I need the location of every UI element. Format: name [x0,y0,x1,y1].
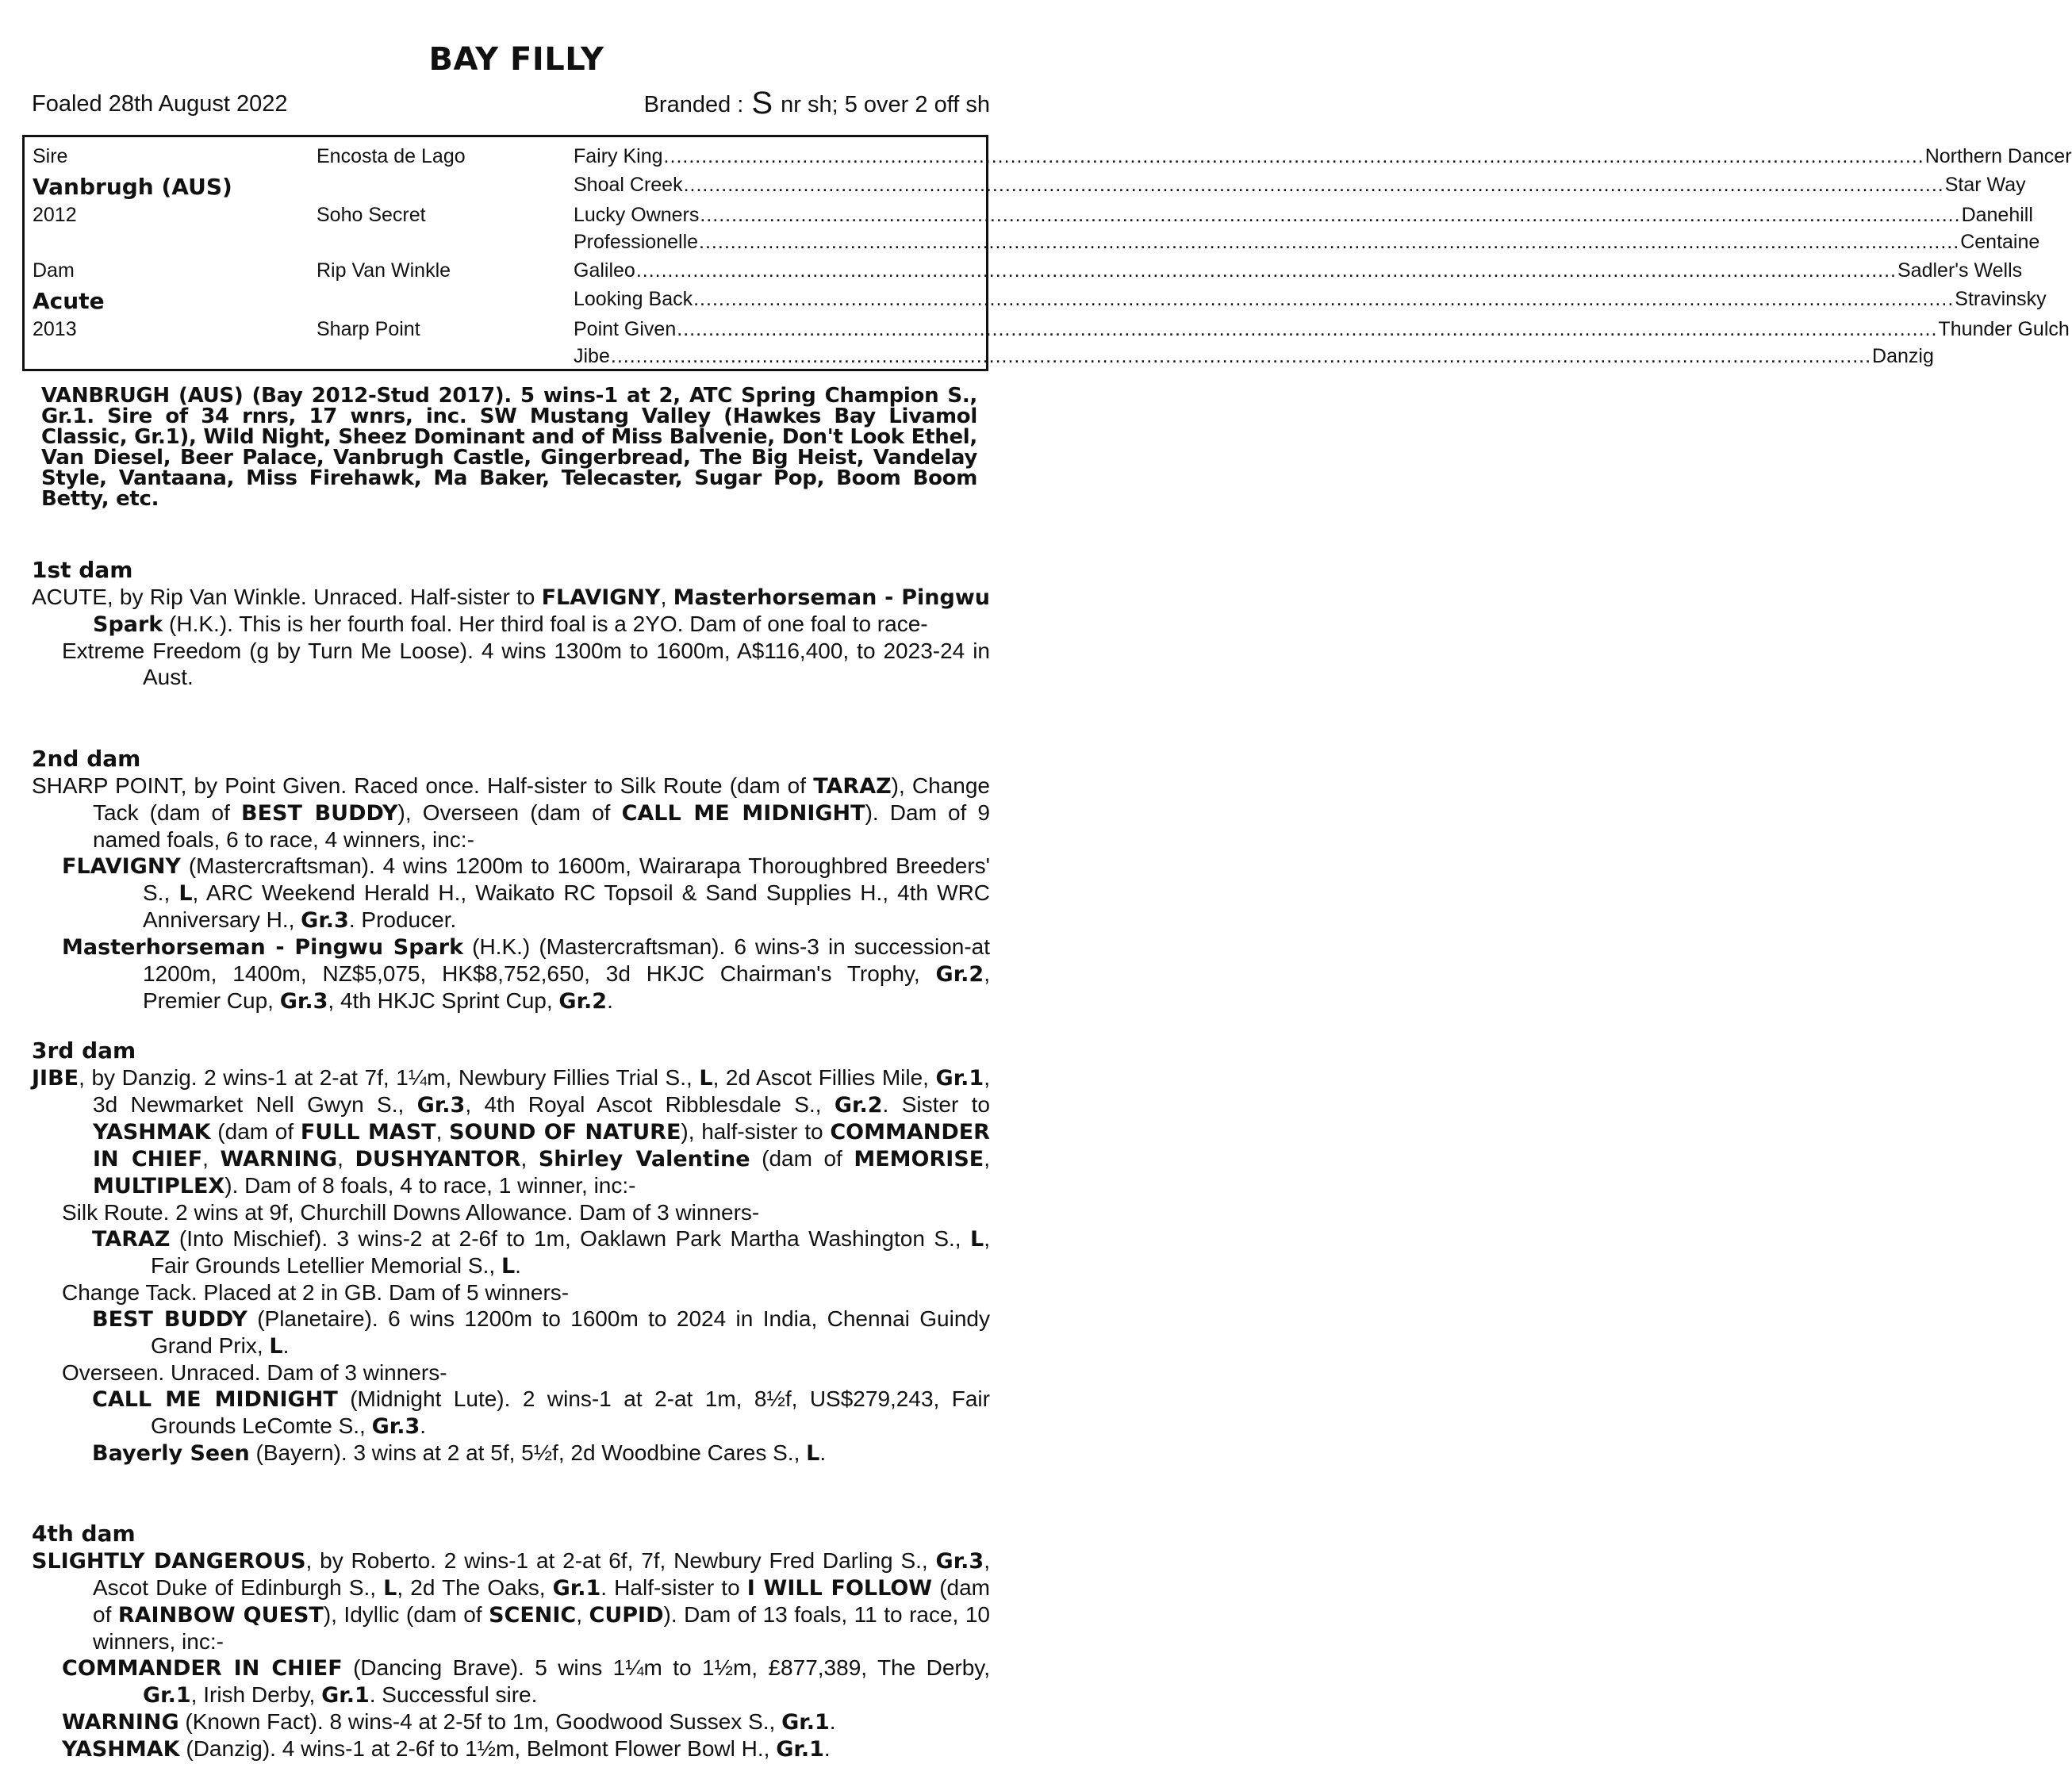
grandparent-name: Point Given [574,318,677,340]
bold-run: JIBE [32,1066,79,1091]
bold-run: I WILL FOLLOW [746,1576,933,1601]
text-run: . Half-sister to [600,1575,747,1600]
text-run: . [829,1709,836,1734]
bold-run: Gr.1 [552,1576,601,1601]
text-run: , 4th Royal Ascot Ribblesdale S., [465,1092,835,1117]
dot-leader: ........................................................................................................................................................................................................ [635,259,1897,282]
grandparent-name: Fairy King [574,145,663,167]
bold-run: DUSHYANTOR [355,1147,521,1172]
grandparent-row [574,318,2070,341]
text-run: (H.K.) (Mastercraftsman). 6 wins-3 in succession-at 1200m, 1400m, NZ$5,075, HK$8,752,650, 3d HKJC Chairman's Trophy, [143,934,990,986]
bold-run: Gr.1 [781,1710,830,1735]
great-grandparent-name: Stravinsky [1955,288,2047,310]
grandparent-name: Professionelle [574,231,699,253]
branded-prefix: Branded : [643,92,744,117]
grandparent-name: Looking Back [574,288,693,310]
text-run: , ARC Weekend Herald H., Waikato RC Topsoil & Sand Supplies H., 4th WRC Anniversary H., [143,880,991,932]
produce-entry [32,1359,990,1386]
bold-run: TARAZ [813,774,892,799]
bold-run: MEMORISE [854,1147,984,1172]
text-run: . [420,1413,427,1438]
text-run: ). Dam of 8 foals, 4 to race, 1 winner, inc:- [224,1173,636,1198]
text-run: , [576,1602,589,1627]
bold-run: Gr.1 [776,1737,824,1762]
text-run: , Irish Derby, [190,1682,322,1707]
great-grandparent-name: Thunder Gulch [1938,318,2070,340]
text-run: , Premier Cup, [143,961,990,1013]
great-grandparent-name: Danehill [1961,204,2033,226]
great-grandparent-name: Danzig [1872,345,1934,367]
branded-suffix: nr sh; 5 over 2 off sh [781,92,990,117]
grandparent-row [574,288,2047,311]
text-run: , [660,585,673,609]
text-run: , [520,1146,539,1171]
produce-entry [32,1735,990,1762]
text-run: (Known Fact). 8 wins-4 at 2-5f to 1m, Goodwood Sussex S., [178,1709,782,1734]
produce-entry [32,1440,990,1467]
text-run: . [823,1736,831,1761]
text-run: ACUTE, by Rip Van Winkle. Unraced. Half-sister to [32,585,542,609]
dot-leader: ........................................................................................................................................................................................................ [663,145,1924,167]
text-run: , 2d Ascot Fillies Mile, [712,1065,936,1090]
great-grandparent-name: Northern Dancer [1924,145,2072,167]
text-run: (dam of [93,1575,990,1627]
text-run: ), Idyllic (dam of [323,1602,489,1627]
dam-entry [32,773,990,853]
bold-run: CALL ME MIDNIGHT [621,801,865,826]
dam-sire: Rip Van Winkle [317,259,451,282]
dot-leader: ........................................................................................................................................................................................................ [610,345,1872,367]
text-run: . Sister to [882,1092,990,1117]
bold-run: L [269,1334,283,1359]
dam-section [32,746,990,1014]
produce-entry [32,1279,990,1306]
bold-run: L [970,1227,984,1252]
bold-run: FLAVIGNY [541,585,661,610]
bold-run: BEST BUDDY [92,1307,247,1332]
brand-mark: S [751,86,773,121]
produce-entry [32,638,990,690]
bold-run: L [501,1254,516,1279]
produce-entry [32,1655,990,1708]
bold-run: Gr.3 [416,1093,466,1118]
great-grandparent-name: Star Way [1944,174,2026,196]
dot-leader: ........................................................................................................................................................................................................ [677,318,1938,340]
bold-run: MULTIPLEX [93,1174,225,1198]
text-run: . Producer. [348,907,457,932]
text-run: , by Danzig. 2 wins-1 at 2-at 7f, 1¼m, Newbury Fillies Trial S., [79,1065,700,1090]
section-heading: 2nd dam [32,746,141,772]
text-run: . [607,988,613,1013]
text-run: , Fair Grounds Letellier Memorial S., [151,1226,990,1278]
foaled-date: Foaled 28th August 2022 [32,91,288,117]
text-run: , Ascot Duke of Edinburgh S., [93,1548,990,1600]
text-run: . Successful sire. [369,1682,538,1707]
produce-entry [32,1225,990,1279]
bold-run: Gr.3 [279,989,328,1014]
produce-entry [32,1306,990,1359]
sire-name: Vanbrugh (AUS) [33,174,232,200]
bold-run: Gr.3 [935,1549,984,1574]
grandparent-row [574,204,2033,227]
dam-section [32,557,990,690]
dam-label: Dam [33,259,75,282]
pedigree-table [22,135,2072,371]
dot-leader: ........................................................................................................................................................................................................ [693,288,1955,310]
bold-run: L [178,881,193,906]
dot-leader: ........................................................................................................................................................................................................ [699,231,1960,253]
dam-dam: Sharp Point [317,318,420,340]
bold-run: SOUND OF NATURE [449,1120,681,1145]
text-run: (Danzig). 4 wins-1 at 2-6f to 1½m, Belmont Flower Bowl H., [179,1736,777,1761]
bold-run: SCENIC [489,1603,577,1628]
text-run: . [515,1253,521,1278]
dot-leader: ........................................................................................................................................................................................................ [700,204,1961,226]
grandparent-name: Jibe [574,345,610,367]
section-heading: 3rd dam [32,1037,136,1064]
text-run: (Mastercraftsman). 4 wins 1200m to 1600m, Wairarapa Thoroughbred Breeders' S., [143,853,990,905]
dam-section [32,1520,990,1762]
grandparent-row [574,345,1934,368]
sire-dam: Soho Secret [317,204,426,226]
dam-entry [32,1064,990,1199]
text-run: , 3d Newmarket Nell Gwyn S., [93,1065,990,1117]
bold-run: Shirley Valentine [538,1147,750,1172]
grandparent-row [574,259,2023,282]
bold-run: CUPID [589,1603,664,1628]
text-run: Change Tack. Placed at 2 in GB. Dam of 5 winners- [62,1280,570,1305]
dot-leader: ........................................................................................................................................................................................................ [683,174,1944,196]
grandparent-name: Galileo [574,259,635,282]
text-run: ), Overseen (dam of [397,800,622,825]
great-grandparent-name: Sadler's Wells [1897,259,2023,282]
text-run: ). Dam of 13 foals, 11 to race, 10 winners, inc:- [93,1602,990,1654]
bold-run: L [383,1576,397,1601]
sire-year: 2012 [33,204,77,226]
brand-description [644,86,990,121]
bold-run: Gr.3 [301,908,349,933]
produce-entry [32,1199,990,1225]
bold-run: Gr.2 [935,962,984,987]
grandparent-row [574,145,2072,168]
section-heading: 1st dam [32,557,133,583]
text-run: SHARP POINT, by Point Given. Raced once. Half-sister to Silk Route (dam of [32,773,814,798]
grandparent-name: Shoal Creek [574,174,683,196]
bold-run: WARNING [62,1710,179,1735]
produce-entry [32,1708,990,1735]
sire-sire: Encosta de Lago [317,145,466,167]
bold-run: YASHMAK [93,1120,211,1145]
bold-run: TARAZ [92,1227,171,1252]
bold-run: L [699,1066,713,1091]
text-run: (Planetaire). 6 wins 1200m to 1600m to 2024 in India, Chennai Guindy Grand Prix, [151,1306,990,1358]
text-run: , by Roberto. 2 wins-1 at 2-at 6f, 7f, Newbury Fred Darling S., [305,1548,936,1573]
section-heading: 4th dam [32,1520,136,1547]
text-run: Silk Route. 2 wins at 9f, Churchill Downs Allowance. Dam of 3 winners- [62,1200,760,1225]
text-run: . [819,1440,827,1465]
text-run: Extreme Freedom (g by Turn Me Loose). 4 wins 1300m to 1600m, A$116,400, to 2023-24 in Aust. [62,638,990,689]
text-run: (Midnight Lute). 2 wins-1 at 2-at 1m, 8½f, US$279,243, Fair Grounds LeComte S., [151,1386,990,1438]
text-run: , 4th HKJC Sprint Cup, [328,988,559,1013]
sire-label: Sire [33,145,68,167]
bold-run: COMMANDER IN CHIEF [93,1120,990,1172]
bold-run: FLAVIGNY [62,854,181,879]
page-title: BAY FILLY [428,41,604,78]
dam-section [32,1037,990,1467]
text-run: , [436,1119,450,1144]
bold-run: Gr.1 [321,1683,370,1708]
dam-year: 2013 [33,318,77,340]
produce-entry [32,1386,990,1440]
bold-run: Gr.3 [371,1414,420,1439]
bold-run: Gr.1 [143,1683,191,1708]
sire-summary: VANBRUGH (AUS) (Bay 2012-Stud 2017). 5 wins-1 at 2, ATC Spring Champion S., Gr.1. Sire of 34 rnrs, 17 wnrs, inc. SW Mustang Valley (Hawkes Bay Livamol Classic, Gr.1), Wild Night, Sheez Dominant and of Miss Balvenie, Don't Look Ethel, Van Diesel, Beer Palace, Vanbrugh Castle, Gingerbread, The Big Heist, Vandelay Style, Vantaana, Miss Firehawk, Ma Baker, Telecaster, Sugar Pop, Boom Boom Betty, etc. [41,384,977,511]
bold-run: Masterhorseman - Pingwu Spark [93,585,990,637]
bold-run: COMMANDER IN CHIEF [62,1656,343,1681]
text-run: (Dancing Brave). 5 wins 1¼m to 1½m, £877,389, The Derby, [342,1655,990,1680]
bold-run: L [806,1441,820,1466]
bold-run: Masterhorseman - Pingwu Spark [62,935,464,960]
text-run: ), Change Tack (dam of [93,773,991,825]
text-run: (dam of [210,1119,301,1144]
bold-run: SLIGHTLY DANGEROUS [32,1549,306,1574]
text-run: , 2d The Oaks, [397,1575,553,1600]
bold-run: Gr.1 [935,1066,984,1091]
dam-name: Acute [33,288,105,314]
grandparent-row [574,174,2026,197]
bold-run: BEST BUDDY [241,801,398,826]
text-run: (Bayern). 3 wins at 2 at 5f, 5½f, 2d Woodbine Cares S., [249,1440,807,1465]
bold-run: Gr.2 [834,1093,883,1118]
grandparent-name: Lucky Owners [574,204,700,226]
bold-run: Bayerly Seen [92,1441,250,1466]
bold-run: YASHMAK [62,1737,180,1762]
text-run: (H.K.). This is her fourth foal. Her third foal is a 2YO. Dam of one foal to race- [163,612,928,636]
great-grandparent-name: Centaine [1960,231,2040,253]
bold-run: FULL MAST [300,1120,436,1145]
produce-entry [32,853,990,934]
bold-run: RAINBOW QUEST [117,1603,324,1628]
bold-run: CALL ME MIDNIGHT [92,1387,338,1412]
text-run: Overseen. Unraced. Dam of 3 winners- [62,1360,447,1385]
produce-entry [32,934,990,1014]
text-run: , [337,1146,355,1171]
bold-run: Gr.2 [558,989,608,1014]
text-run: ), half-sister to [681,1119,831,1144]
bold-run: WARNING [220,1147,338,1172]
dam-entry [32,584,990,638]
text-run: . [282,1333,290,1358]
text-run: ). Dam of 9 named foals, 6 to race, 4 winners, inc:- [93,800,991,852]
text-run: , [984,1146,991,1171]
dam-entry [32,1547,990,1655]
text-run: (Into Mischief). 3 wins-2 at 2-6f to 1m, Oaklawn Park Martha Washington S., [170,1226,970,1251]
text-run: , [202,1146,221,1171]
text-run: (dam of [750,1146,854,1171]
grandparent-row [574,231,2040,254]
